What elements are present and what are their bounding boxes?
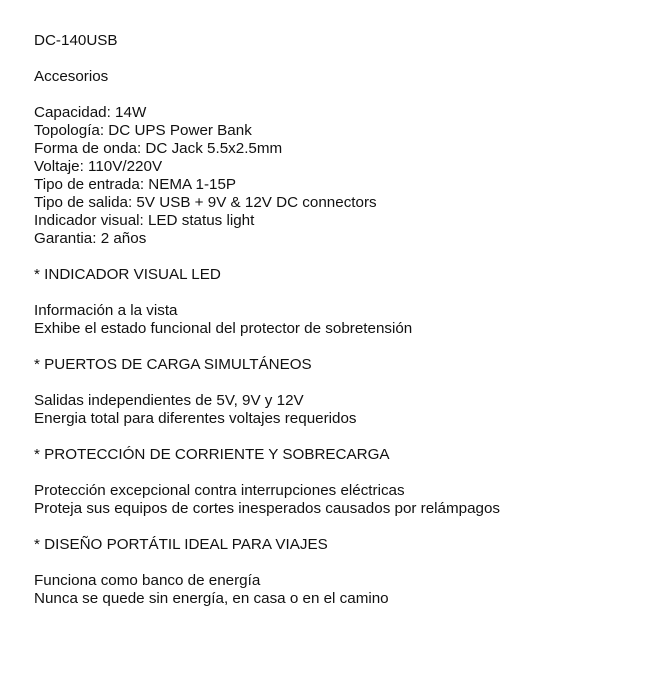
feature-line: Salidas independientes de 5V, 9V y 12V — [34, 392, 304, 409]
spec-voltage: Voltaje: 110V/220V — [34, 158, 163, 175]
spec-topology: Topología: DC UPS Power Bank — [34, 122, 252, 139]
spacer — [34, 464, 644, 482]
spacer — [34, 518, 644, 536]
feature-line: Energia total para diferentes voltajes requeridos — [34, 410, 357, 427]
section-subtitle: Accesorios — [34, 68, 109, 85]
spacer — [34, 554, 644, 572]
spec-capacity: Capacidad: 14W — [34, 104, 147, 121]
feature-section-ports — [34, 356, 644, 428]
spec-visual-indicator: Indicador visual: LED status light — [34, 212, 255, 229]
feature-section-portable — [34, 536, 644, 608]
spacer — [34, 338, 644, 356]
feature-heading: * INDICADOR VISUAL LED — [34, 266, 221, 283]
spec-output-type: Tipo de salida: 5V USB + 9V & 12V DC connectors — [34, 194, 377, 211]
feature-line: Funciona como banco de energía — [34, 572, 261, 589]
feature-line: Protección excepcional contra interrupciones eléctricas — [34, 482, 405, 499]
feature-line: Exhibe el estado funcional del protector de sobretensión — [34, 320, 413, 337]
product-title: DC-140USB — [34, 32, 118, 49]
spacer — [34, 374, 644, 392]
spacer — [34, 284, 644, 302]
feature-section-led — [34, 266, 644, 338]
spec-list — [34, 104, 644, 248]
spacer — [34, 248, 644, 266]
feature-heading: * PUERTOS DE CARGA SIMULTÁNEOS — [34, 356, 312, 373]
spec-waveform: Forma de onda: DC Jack 5.5x2.5mm — [34, 140, 283, 157]
spec-warranty: Garantia: 2 años — [34, 230, 147, 247]
feature-heading: * PROTECCIÓN DE CORRIENTE Y SOBRECARGA — [34, 446, 390, 463]
spacer — [34, 86, 644, 104]
spacer — [34, 50, 644, 68]
spec-input-type: Tipo de entrada: NEMA 1-15P — [34, 176, 237, 193]
feature-line: Proteja sus equipos de cortes inesperados causados por relámpagos — [34, 500, 501, 517]
spacer — [34, 428, 644, 446]
feature-section-protection — [34, 446, 644, 518]
feature-line: Nunca se quede sin energía, en casa o en el camino — [34, 590, 389, 607]
document-body — [34, 32, 644, 608]
feature-heading: * DISEÑO PORTÁTIL IDEAL PARA VIAJES — [34, 536, 328, 553]
feature-line: Información a la vista — [34, 302, 178, 319]
